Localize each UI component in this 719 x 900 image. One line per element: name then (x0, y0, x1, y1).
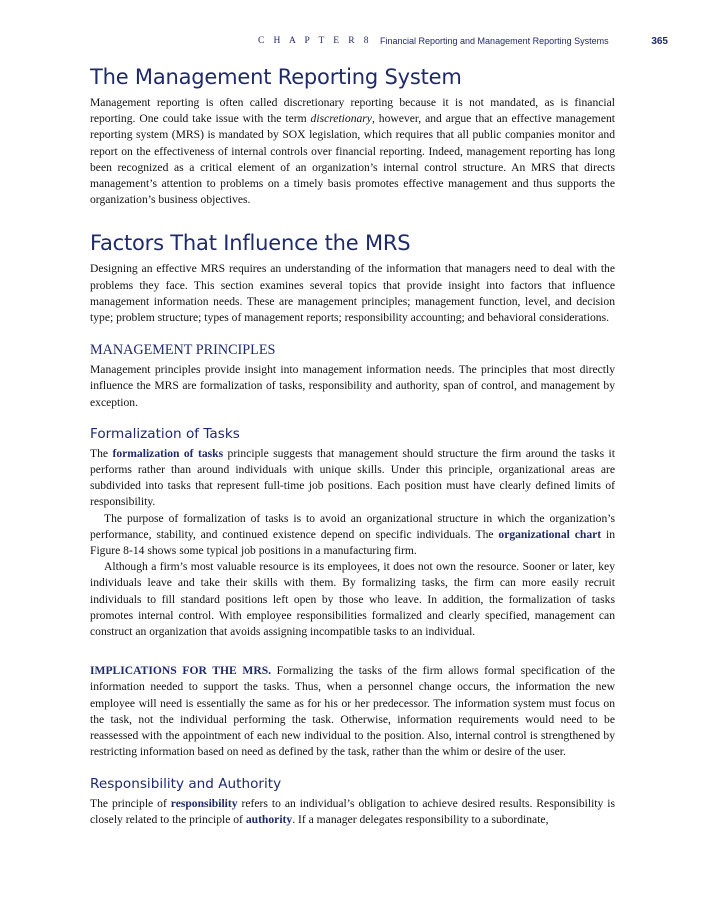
paragraph-formalization-2 (90, 511, 615, 560)
running-header (90, 36, 668, 52)
text-run: Formalizing the tasks of the firm allows formal specification of the information needed to support the tasks. Thus, when a personnel change occurs, the information the new employee will need is essentially the same as for his or her predecessor. The information system must focus on the task, not the individual performing the task. Otherwise, information requirements would need to be reassessed with the appointment of each new individual to the position. Also, internal control is strengthened by restricting information based on need as defined by the task, rather than the whim or desire of the user. (90, 664, 615, 759)
paragraph-management-principles: Management principles provide insight into management information needs. The principles that most directly influence the MRS are formalization of tasks, responsibility and authority, span of control, and management by exception. (90, 363, 615, 409)
paragraph-mrs-intro (90, 95, 615, 208)
subsection-heading-management-principles: MANAGEMENT PRINCIPLES (90, 342, 276, 359)
text-run: The principle of (90, 796, 171, 810)
subsection-heading-formalization: Formalization of Tasks (90, 425, 240, 442)
text-run: . If a manager delegates responsibility to a subordinate, (292, 812, 549, 826)
paragraph-formalization-1 (90, 446, 615, 511)
text-run: Management reporting is often called discretionary reporting because it is not mandated, as is financial reporting. One could take issue with the term (90, 96, 615, 126)
text-run: , however, and argue that an effective management reporting system (MRS) is mandated by SOX legislation, which requires that all public companies monitor and report on the effectiveness of internal controls over financial reporting. Indeed, management reporting has long been recognized as a critical element of an organization’s internal control structure. An MRS that directs management’s attention to problems on a timely basis promotes effective management and thus supports the organization’s business objectives. (90, 112, 615, 207)
emphasis-discretionary: discretionary (310, 112, 372, 126)
paragraph-responsibility (90, 796, 615, 828)
section-heading-mrs: The Management Reporting System (90, 65, 462, 89)
page-body (90, 62, 615, 828)
key-term-organizational-chart: organizational chart (498, 527, 602, 541)
text-run: in Figure 8-14 shows some typical job positions in a manufacturing firm. (90, 527, 616, 558)
paragraph-formalization-3: Although a firm’s most valuable resource is its employees, it does not own the resource. Sooner or later, key individuals leave and take their skills with them. By formalizing tasks, the firm can more easily recruit individuals to fill standard positions left open by those who leave. In addition, the formalization of tasks promotes internal control. With employee responsibilities formalized and clearly specified, management can construct an organization that avoids assigning incompatible tasks to an individual. (90, 560, 615, 639)
text-run: The (90, 446, 113, 460)
text-run: refers to an individual’s obligation to achieve desired results. Responsibility is closely related to the principle of (90, 796, 615, 826)
subsection-heading-responsibility-authority: Responsibility and Authority (90, 775, 282, 792)
page-number: 365 (651, 36, 668, 47)
chapter-label: C H A P T E R 8 (258, 36, 372, 46)
chapter-title: Financial Reporting and Management Reporting Systems (380, 36, 609, 46)
key-term-responsibility: responsibility (170, 796, 238, 810)
text-run: The purpose of formalization of tasks is to avoid an organizational structure in which the organization’s performance, stability, and continued existence depend on specific individuals. The (90, 511, 615, 541)
text-run: principle suggests that management should structure the firm around the tasks it performs rather than around individuals with unique skills. Under this principle, organizational areas are subdivided into tasks that represent full-time job positions. Each position must have clearly defined limits of responsibility. (90, 446, 615, 509)
paragraph-factors-intro: Designing an effective MRS requires an understanding of the information that managers need to deal with the problems they face. This section examines several topics that provide insight into factors that influence management information needs. These are management principles; management function, level, and decision type; problem structure; types of management reports; responsibility accounting; and behavioral considerations. (90, 262, 615, 325)
key-term-formalization-of-tasks: formalization of tasks (112, 446, 224, 460)
section-heading-factors: Factors That Influence the MRS (90, 231, 411, 256)
run-in-heading-implications: IMPLICATIONS FOR THE MRS. (90, 664, 272, 678)
paragraph-implications (90, 663, 615, 760)
key-term-authority: authority (245, 812, 293, 826)
